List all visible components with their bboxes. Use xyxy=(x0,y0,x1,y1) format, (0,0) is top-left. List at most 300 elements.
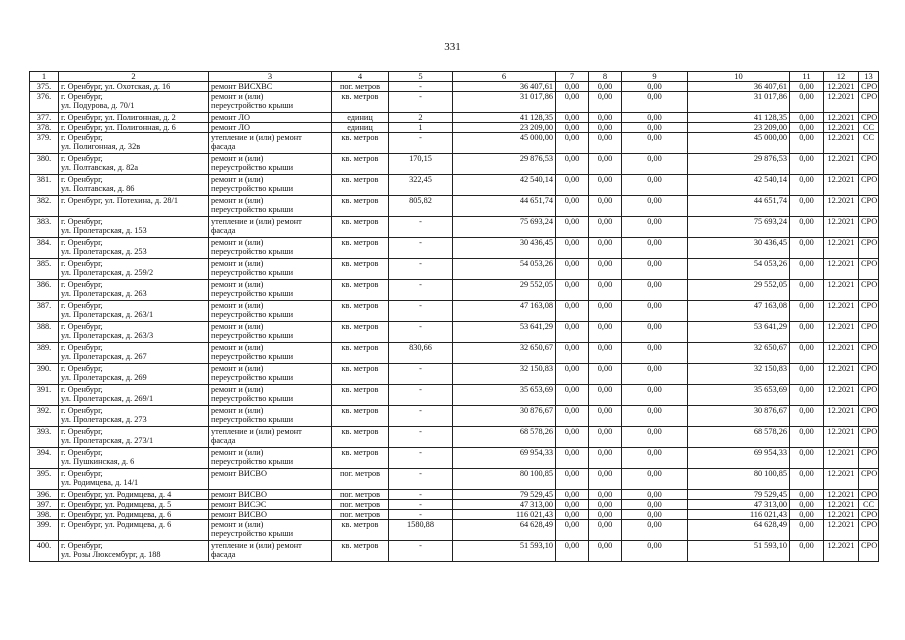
cell-fund-owners: 116 021,43 xyxy=(688,510,790,520)
cell-fund-method: СРО xyxy=(859,280,879,301)
cell-fund-regional: 0,00 xyxy=(589,123,622,133)
cell-work-type xyxy=(209,113,332,123)
cell-work-type xyxy=(209,238,332,259)
cell-work-type-line: ремонт и (или) xyxy=(211,196,264,205)
table-row xyxy=(30,217,879,238)
cell-address-line: г. Оренбург, ул. Полигонная, д. 6 xyxy=(61,123,176,132)
cell-deadline: 12.2021 xyxy=(824,92,859,113)
cell-fund-regional: 0,00 xyxy=(589,469,622,490)
cell-address-line: ул. Пролетарская, д. 273 xyxy=(61,415,147,424)
cell-address xyxy=(59,427,209,448)
cell-quantity: - xyxy=(389,500,453,510)
cell-work-type xyxy=(209,259,332,280)
cell-deadline: 12.2021 xyxy=(824,490,859,500)
cell-cost-total: 54 053,26 xyxy=(453,259,556,280)
cell-address-line: г. Оренбург, ул. Родимцева, д. 6 xyxy=(61,520,172,529)
cell-fund-local: 0,00 xyxy=(622,259,688,280)
cell-deadline: 12.2021 xyxy=(824,175,859,196)
cell-fund-method: СРО xyxy=(859,301,879,322)
cell-quantity: 170,15 xyxy=(389,154,453,175)
cell-fund-other: 0,00 xyxy=(790,385,824,406)
cell-address xyxy=(59,133,209,154)
cell-fund-other: 0,00 xyxy=(790,427,824,448)
cell-work-type-line: переустройство крыши xyxy=(211,289,294,298)
cell-fund-other: 0,00 xyxy=(790,469,824,490)
cell-fund-owners: 42 540,14 xyxy=(688,175,790,196)
cell-cost-total: 69 954,33 xyxy=(453,448,556,469)
cell-deadline: 12.2021 xyxy=(824,154,859,175)
cell-fund-local: 0,00 xyxy=(622,541,688,562)
cell-fund-owners: 45 000,00 xyxy=(688,133,790,154)
cell-work-type-line: утепление и (или) ремонт xyxy=(211,133,302,142)
cell-fund-other: 0,00 xyxy=(790,238,824,259)
table-row xyxy=(30,322,879,343)
cell-fund-method: СРО xyxy=(859,154,879,175)
cell-fund-regional: 0,00 xyxy=(589,154,622,175)
cell-fund-local: 0,00 xyxy=(622,385,688,406)
table-row xyxy=(30,82,879,92)
cell-fund-owners: 68 578,26 xyxy=(688,427,790,448)
cell-quantity: - xyxy=(389,364,453,385)
cell-fund-federal: 0,00 xyxy=(556,541,589,562)
cell-fund-federal: 0,00 xyxy=(556,92,589,113)
cell-fund-regional: 0,00 xyxy=(589,82,622,92)
table-row xyxy=(30,385,879,406)
cell-address-line: г. Оренбург, xyxy=(61,541,103,550)
cell-work-type-line: переустройство крыши xyxy=(211,331,294,340)
cell-row-number: 390. xyxy=(30,364,59,385)
cell-unit: кв. метров xyxy=(332,280,389,301)
cell-address xyxy=(59,217,209,238)
cell-fund-owners: 69 954,33 xyxy=(688,448,790,469)
cell-fund-local: 0,00 xyxy=(622,217,688,238)
cell-address xyxy=(59,196,209,217)
cell-fund-other: 0,00 xyxy=(790,133,824,154)
cell-deadline: 12.2021 xyxy=(824,123,859,133)
cell-deadline: 12.2021 xyxy=(824,280,859,301)
cell-fund-regional: 0,00 xyxy=(589,520,622,541)
column-header: 2 xyxy=(59,72,209,82)
cell-work-type-line: переустройство крыши xyxy=(211,529,294,538)
cell-row-number: 382. xyxy=(30,196,59,217)
cell-unit: кв. метров xyxy=(332,520,389,541)
cell-fund-other: 0,00 xyxy=(790,280,824,301)
cell-fund-method: СРО xyxy=(859,364,879,385)
cell-deadline: 12.2021 xyxy=(824,217,859,238)
cell-work-type xyxy=(209,343,332,364)
cell-work-type-line: ремонт ЛО xyxy=(211,113,250,122)
cell-unit: кв. метров xyxy=(332,238,389,259)
cell-address xyxy=(59,520,209,541)
table-row xyxy=(30,123,879,133)
cell-fund-owners: 64 628,49 xyxy=(688,520,790,541)
cell-quantity: - xyxy=(389,322,453,343)
cell-unit: кв. метров xyxy=(332,196,389,217)
cell-address-line: ул. Пролетарская, д. 273/1 xyxy=(61,436,154,445)
cell-fund-other: 0,00 xyxy=(790,322,824,343)
cell-address-line: г. Оренбург, xyxy=(61,406,103,415)
cell-cost-total: 31 017,86 xyxy=(453,92,556,113)
cell-work-type xyxy=(209,82,332,92)
cell-deadline: 12.2021 xyxy=(824,510,859,520)
cell-quantity: - xyxy=(389,92,453,113)
cell-row-number: 386. xyxy=(30,280,59,301)
cell-fund-local: 0,00 xyxy=(622,406,688,427)
cell-fund-other: 0,00 xyxy=(790,196,824,217)
cell-fund-regional: 0,00 xyxy=(589,500,622,510)
cell-fund-regional: 0,00 xyxy=(589,301,622,322)
cell-quantity: - xyxy=(389,541,453,562)
cell-deadline: 12.2021 xyxy=(824,343,859,364)
cell-work-type-line: фасада xyxy=(211,142,236,151)
cell-work-type-line: ремонт ВИСЭС xyxy=(211,500,267,509)
cell-work-type xyxy=(209,92,332,113)
table-row xyxy=(30,196,879,217)
cell-cost-total: 80 100,85 xyxy=(453,469,556,490)
cell-cost-total: 79 529,45 xyxy=(453,490,556,500)
cell-work-type-line: ремонт ВИСВО xyxy=(211,510,267,519)
cell-unit: пог. метров xyxy=(332,469,389,490)
cell-work-type-line: ремонт и (или) xyxy=(211,175,264,184)
cell-fund-owners: 54 053,26 xyxy=(688,259,790,280)
cell-unit: пог. метров xyxy=(332,490,389,500)
table-row xyxy=(30,343,879,364)
cell-quantity: 322,45 xyxy=(389,175,453,196)
cell-address-line: ул. Пролетарская, д. 253 xyxy=(61,247,147,256)
cell-row-number: 395. xyxy=(30,469,59,490)
table-row xyxy=(30,469,879,490)
cell-fund-local: 0,00 xyxy=(622,280,688,301)
table-row xyxy=(30,406,879,427)
cell-fund-method: СРО xyxy=(859,469,879,490)
cell-fund-other: 0,00 xyxy=(790,343,824,364)
cell-work-type xyxy=(209,520,332,541)
cell-fund-other: 0,00 xyxy=(790,406,824,427)
cell-fund-local: 0,00 xyxy=(622,113,688,123)
cell-row-number: 394. xyxy=(30,448,59,469)
cell-cost-total: 75 693,24 xyxy=(453,217,556,238)
cell-fund-method: СРО xyxy=(859,520,879,541)
cell-fund-method: СРО xyxy=(859,510,879,520)
cell-address-line: г. Оренбург, xyxy=(61,427,103,436)
cell-fund-owners: 51 593,10 xyxy=(688,541,790,562)
cell-deadline: 12.2021 xyxy=(824,113,859,123)
cell-address-line: г. Оренбург, xyxy=(61,469,103,478)
cell-fund-method: СРО xyxy=(859,427,879,448)
cell-fund-owners: 30 436,45 xyxy=(688,238,790,259)
cell-row-number: 388. xyxy=(30,322,59,343)
cell-fund-local: 0,00 xyxy=(622,343,688,364)
cell-unit: кв. метров xyxy=(332,385,389,406)
cell-fund-owners: 23 209,00 xyxy=(688,123,790,133)
cell-address xyxy=(59,541,209,562)
cell-unit: пог. метров xyxy=(332,500,389,510)
cell-fund-federal: 0,00 xyxy=(556,490,589,500)
cell-fund-owners: 29 876,53 xyxy=(688,154,790,175)
cell-fund-local: 0,00 xyxy=(622,123,688,133)
cell-row-number: 378. xyxy=(30,123,59,133)
table-row xyxy=(30,427,879,448)
cell-unit: кв. метров xyxy=(332,175,389,196)
cell-fund-method: СРО xyxy=(859,343,879,364)
cell-fund-method: СРО xyxy=(859,175,879,196)
cell-work-type xyxy=(209,196,332,217)
cell-address xyxy=(59,343,209,364)
cell-fund-other: 0,00 xyxy=(790,123,824,133)
cell-fund-local: 0,00 xyxy=(622,448,688,469)
cell-address xyxy=(59,113,209,123)
cell-address-line: ул. Пролетарская, д. 267 xyxy=(61,352,147,361)
cell-fund-local: 0,00 xyxy=(622,469,688,490)
cell-quantity: - xyxy=(389,82,453,92)
cell-address-line: ул. Розы Люксембург, д. 188 xyxy=(61,550,161,559)
cell-fund-federal: 0,00 xyxy=(556,175,589,196)
cell-fund-regional: 0,00 xyxy=(589,175,622,196)
cell-fund-other: 0,00 xyxy=(790,301,824,322)
cell-fund-other: 0,00 xyxy=(790,490,824,500)
cell-address-line: ул. Подурова, д. 70/1 xyxy=(61,101,135,110)
cell-fund-other: 0,00 xyxy=(790,175,824,196)
cell-fund-local: 0,00 xyxy=(622,520,688,541)
cell-address-line: г. Оренбург, xyxy=(61,364,103,373)
cell-work-type-line: ремонт и (или) xyxy=(211,92,264,101)
cell-deadline: 12.2021 xyxy=(824,364,859,385)
cell-row-number: 387. xyxy=(30,301,59,322)
cell-address-line: г. Оренбург, xyxy=(61,259,103,268)
cell-fund-regional: 0,00 xyxy=(589,92,622,113)
cell-row-number: 393. xyxy=(30,427,59,448)
cell-fund-regional: 0,00 xyxy=(589,541,622,562)
cell-fund-federal: 0,00 xyxy=(556,364,589,385)
cell-fund-regional: 0,00 xyxy=(589,133,622,154)
cell-fund-regional: 0,00 xyxy=(589,385,622,406)
cell-quantity: - xyxy=(389,385,453,406)
cell-quantity: - xyxy=(389,427,453,448)
cell-address xyxy=(59,301,209,322)
cell-fund-federal: 0,00 xyxy=(556,427,589,448)
cell-work-type xyxy=(209,364,332,385)
cell-fund-local: 0,00 xyxy=(622,364,688,385)
cell-row-number: 383. xyxy=(30,217,59,238)
cell-cost-total: 116 021,43 xyxy=(453,510,556,520)
cell-fund-other: 0,00 xyxy=(790,510,824,520)
cell-address-line: ул. Пролетарская, д. 263 xyxy=(61,289,147,298)
cell-cost-total: 29 552,05 xyxy=(453,280,556,301)
cell-work-type-line: переустройство крыши xyxy=(211,247,294,256)
cell-row-number: 376. xyxy=(30,92,59,113)
cell-work-type-line: ремонт ВИСВО xyxy=(211,469,267,478)
cell-fund-regional: 0,00 xyxy=(589,196,622,217)
cell-row-number: 379. xyxy=(30,133,59,154)
cell-row-number: 400. xyxy=(30,541,59,562)
cell-address-line: г. Оренбург, xyxy=(61,92,103,101)
cell-deadline: 12.2021 xyxy=(824,427,859,448)
cell-deadline: 12.2021 xyxy=(824,133,859,154)
cell-fund-federal: 0,00 xyxy=(556,510,589,520)
cell-fund-local: 0,00 xyxy=(622,500,688,510)
cell-row-number: 381. xyxy=(30,175,59,196)
cell-work-type xyxy=(209,133,332,154)
cell-address xyxy=(59,406,209,427)
cell-fund-local: 0,00 xyxy=(622,322,688,343)
cell-row-number: 385. xyxy=(30,259,59,280)
column-header: 6 xyxy=(453,72,556,82)
cell-work-type xyxy=(209,175,332,196)
cell-cost-total: 47 163,08 xyxy=(453,301,556,322)
cell-fund-local: 0,00 xyxy=(622,133,688,154)
cell-cost-total: 29 876,53 xyxy=(453,154,556,175)
cell-address xyxy=(59,175,209,196)
cell-work-type xyxy=(209,154,332,175)
cell-fund-regional: 0,00 xyxy=(589,490,622,500)
cell-address xyxy=(59,238,209,259)
cell-work-type xyxy=(209,427,332,448)
cell-unit: кв. метров xyxy=(332,259,389,280)
cell-unit: кв. метров xyxy=(332,301,389,322)
cell-fund-owners: 32 150,83 xyxy=(688,364,790,385)
table-row xyxy=(30,541,879,562)
column-header: 3 xyxy=(209,72,332,82)
table-row xyxy=(30,301,879,322)
cell-fund-federal: 0,00 xyxy=(556,469,589,490)
cell-address-line: ул. Полтавская, д. 86 xyxy=(61,184,135,193)
cell-work-type-line: переустройство крыши xyxy=(211,184,294,193)
cell-fund-method: СРО xyxy=(859,238,879,259)
cell-row-number: 389. xyxy=(30,343,59,364)
cell-unit: кв. метров xyxy=(332,133,389,154)
cell-quantity: - xyxy=(389,217,453,238)
cell-fund-method: СРО xyxy=(859,113,879,123)
cell-fund-owners: 47 313,00 xyxy=(688,500,790,510)
column-header: 13 xyxy=(859,72,879,82)
cell-address xyxy=(59,500,209,510)
cell-fund-regional: 0,00 xyxy=(589,343,622,364)
cell-quantity: 830,66 xyxy=(389,343,453,364)
cell-address-line: г. Оренбург, ул. Родимцева, д. 6 xyxy=(61,510,172,519)
cell-cost-total: 64 628,49 xyxy=(453,520,556,541)
cell-fund-federal: 0,00 xyxy=(556,123,589,133)
cell-address-line: г. Оренбург, xyxy=(61,343,103,352)
cell-fund-owners: 53 641,29 xyxy=(688,322,790,343)
cell-fund-method: СРО xyxy=(859,406,879,427)
table-row xyxy=(30,490,879,500)
cell-work-type xyxy=(209,280,332,301)
cell-unit: кв. метров xyxy=(332,406,389,427)
cell-fund-method: СС xyxy=(859,133,879,154)
cell-address-line: г. Оренбург, xyxy=(61,385,103,394)
cell-cost-total: 32 650,67 xyxy=(453,343,556,364)
cell-fund-method: СРО xyxy=(859,217,879,238)
table-row xyxy=(30,238,879,259)
cell-address-line: г. Оренбург, xyxy=(61,217,103,226)
cell-work-type-line: переустройство крыши xyxy=(211,373,294,382)
cell-work-type-line: ремонт и (или) xyxy=(211,343,264,352)
cell-fund-regional: 0,00 xyxy=(589,238,622,259)
cell-fund-owners: 80 100,85 xyxy=(688,469,790,490)
cell-fund-regional: 0,00 xyxy=(589,217,622,238)
cell-fund-federal: 0,00 xyxy=(556,448,589,469)
cell-work-type-line: переустройство крыши xyxy=(211,163,294,172)
table-header-row xyxy=(30,72,879,82)
cell-fund-federal: 0,00 xyxy=(556,343,589,364)
cell-unit: кв. метров xyxy=(332,92,389,113)
cell-fund-owners: 29 552,05 xyxy=(688,280,790,301)
cell-fund-method: СРО xyxy=(859,490,879,500)
cell-cost-total: 68 578,26 xyxy=(453,427,556,448)
cell-work-type xyxy=(209,123,332,133)
cell-deadline: 12.2021 xyxy=(824,520,859,541)
column-header: 5 xyxy=(389,72,453,82)
cell-address-line: ул. Пролетарская, д. 259/2 xyxy=(61,268,154,277)
cell-deadline: 12.2021 xyxy=(824,541,859,562)
cell-work-type-line: переустройство крыши xyxy=(211,101,294,110)
cell-work-type-line: переустройство крыши xyxy=(211,457,294,466)
table-row xyxy=(30,500,879,510)
cell-row-number: 396. xyxy=(30,490,59,500)
cell-fund-local: 0,00 xyxy=(622,510,688,520)
cell-fund-federal: 0,00 xyxy=(556,520,589,541)
table-row xyxy=(30,92,879,113)
cell-quantity: 805,82 xyxy=(389,196,453,217)
cell-work-type-line: ремонт и (или) xyxy=(211,364,264,373)
cell-fund-other: 0,00 xyxy=(790,217,824,238)
cell-address-line: ул. Пролетарская, д. 263/3 xyxy=(61,331,154,340)
cell-fund-owners: 75 693,24 xyxy=(688,217,790,238)
cell-fund-regional: 0,00 xyxy=(589,427,622,448)
cell-address xyxy=(59,322,209,343)
cell-fund-method: СРО xyxy=(859,385,879,406)
cell-fund-other: 0,00 xyxy=(790,448,824,469)
cell-unit: кв. метров xyxy=(332,154,389,175)
cell-fund-regional: 0,00 xyxy=(589,113,622,123)
cell-fund-method: СРО xyxy=(859,322,879,343)
cell-fund-other: 0,00 xyxy=(790,259,824,280)
cell-deadline: 12.2021 xyxy=(824,82,859,92)
cell-fund-federal: 0,00 xyxy=(556,385,589,406)
cell-fund-method: СС xyxy=(859,123,879,133)
table-row xyxy=(30,364,879,385)
cell-address-line: г. Оренбург, xyxy=(61,154,103,163)
column-header: 12 xyxy=(824,72,859,82)
cell-work-type-line: переустройство крыши xyxy=(211,310,294,319)
column-header: 9 xyxy=(622,72,688,82)
cell-work-type-line: ремонт и (или) xyxy=(211,322,264,331)
cell-fund-local: 0,00 xyxy=(622,92,688,113)
cell-unit: кв. метров xyxy=(332,427,389,448)
table-row xyxy=(30,510,879,520)
cell-fund-regional: 0,00 xyxy=(589,406,622,427)
cell-address xyxy=(59,364,209,385)
cell-fund-other: 0,00 xyxy=(790,364,824,385)
cell-address-line: г. Оренбург, xyxy=(61,280,103,289)
table-body xyxy=(30,72,879,562)
cell-cost-total: 30 876,67 xyxy=(453,406,556,427)
cell-work-type-line: фасада xyxy=(211,436,236,445)
cell-fund-method: СРО xyxy=(859,259,879,280)
cell-cost-total: 36 407,61 xyxy=(453,82,556,92)
cell-address-line: г. Оренбург, ул. Родимцева, д. 5 xyxy=(61,500,172,509)
cell-address-line: г. Оренбург, xyxy=(61,322,103,331)
cell-work-type-line: ремонт и (или) xyxy=(211,280,264,289)
cell-fund-owners: 44 651,74 xyxy=(688,196,790,217)
table-row xyxy=(30,259,879,280)
cell-fund-local: 0,00 xyxy=(622,301,688,322)
cell-fund-regional: 0,00 xyxy=(589,322,622,343)
cell-fund-owners: 79 529,45 xyxy=(688,490,790,500)
cell-deadline: 12.2021 xyxy=(824,385,859,406)
cell-unit: кв. метров xyxy=(332,217,389,238)
cell-address-line: ул. Полтавская, д. 82а xyxy=(61,163,139,172)
